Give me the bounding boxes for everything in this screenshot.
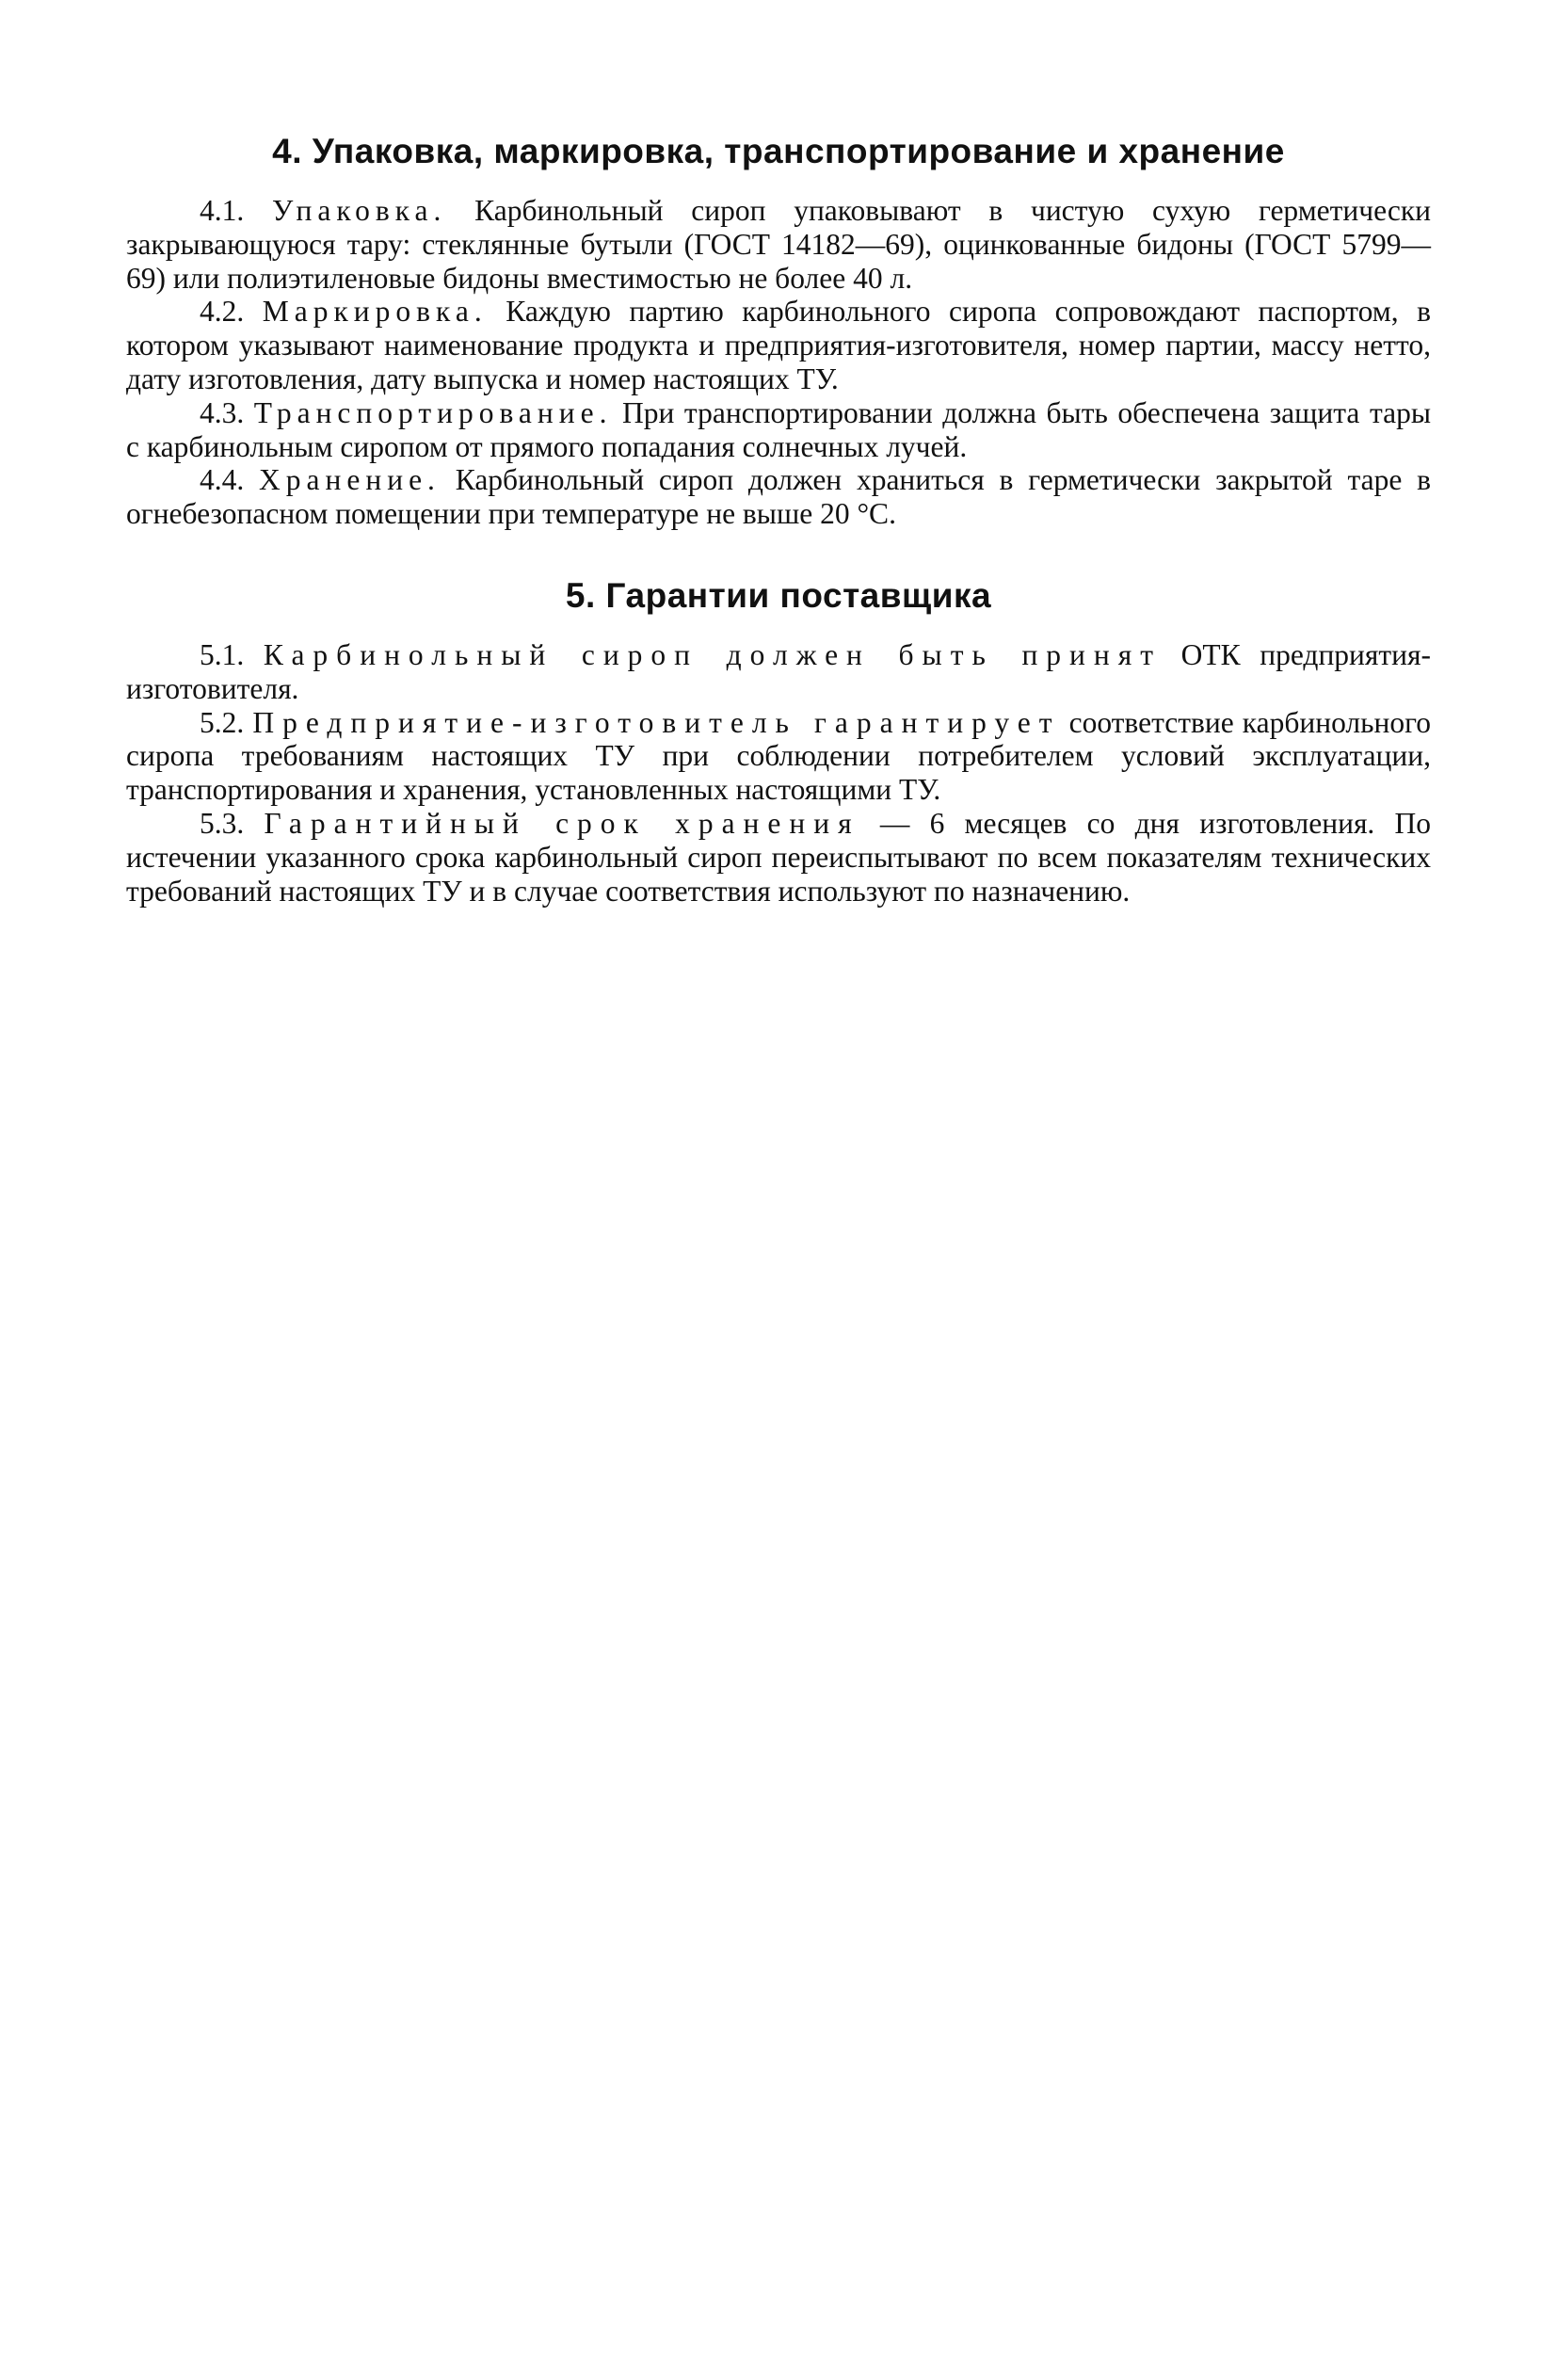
clause-text: При транспортировании должна быть обеспечена защита тары с карбинольным сиропом от прямого попадания солнечных лучей. bbox=[126, 395, 1431, 463]
clause-number: 5.3. bbox=[200, 806, 245, 840]
clause-4-2 bbox=[126, 295, 1431, 395]
section-packaging bbox=[126, 132, 1431, 531]
clause-number: 4.4. bbox=[200, 463, 245, 497]
clause-number: 5.2. bbox=[200, 705, 245, 739]
clause-title: Гарантийный срок хранения bbox=[264, 806, 860, 840]
clause-4-3 bbox=[126, 396, 1431, 464]
section-5-heading: 5. Гарантии поставщика bbox=[565, 575, 992, 615]
clause-text: — 6 месяцев со дня изготовления. По истечении указанного срока карбинольный сироп переиспытывают по всем показателям технических требований настоящих ТУ и в случае соответствия используют по назначению. bbox=[126, 806, 1432, 908]
clause-5-1 bbox=[126, 638, 1431, 706]
clause-5-2 bbox=[126, 706, 1431, 807]
clause-number: 4.1. bbox=[200, 194, 245, 227]
clause-text: ОТК предприятия-изготовителя. bbox=[126, 637, 1432, 705]
clause-title: Упаковка. bbox=[272, 194, 447, 227]
clause-text: соответствие карбинольного сиропа требованиям настоящих ТУ при соблюдении потребителем условий эксплуатации, транспортирования и хранения, установленных настоящими ТУ. bbox=[126, 705, 1431, 807]
clause-number: 4.2. bbox=[200, 295, 245, 329]
clause-text: Карбинольный сироп упаковывают в чистую сухую герметически закрывающуюся тару: стеклянные бутыли (ГОСТ 14182—69), оцинкованные бидоны (ГОСТ 5799—69) или полиэтиленовые бидоны вместимостью не более 40 л. bbox=[126, 194, 1431, 295]
clause-title: Карбинольный сироп должен быть принят bbox=[263, 637, 1163, 671]
text-column bbox=[126, 132, 1431, 908]
section-4-heading: 4. Упаковка, маркировка, транспортирование и хранение bbox=[272, 132, 1285, 170]
clause-title: Транспортирование. bbox=[253, 395, 613, 429]
clause-number: 5.1. bbox=[200, 637, 245, 671]
clause-text: Каждую партию карбинольного сиропа сопровождают паспортом, в котором указывают наименование продукта и предприятия-изготовителя, номер партии, массу нетто, дату изготовления, дату выпуска и номер настоящих ТУ. bbox=[126, 295, 1432, 395]
clause-title: Хранение. bbox=[259, 463, 441, 497]
clause-number: 4.3. bbox=[200, 395, 245, 429]
clause-4-1 bbox=[126, 194, 1431, 295]
section-supplier-guarantees bbox=[126, 576, 1431, 908]
clause-5-3 bbox=[126, 807, 1431, 908]
clause-title: Маркировка. bbox=[262, 295, 488, 329]
clause-title: Предприятие-изготовитель гарантирует bbox=[252, 705, 1061, 739]
clause-4-4 bbox=[126, 463, 1431, 531]
clause-text: Карбинольный сироп должен храниться в герметически закрытой таре в огнебезопасном помещении при температуре не выше 20 °С. bbox=[126, 463, 1431, 531]
